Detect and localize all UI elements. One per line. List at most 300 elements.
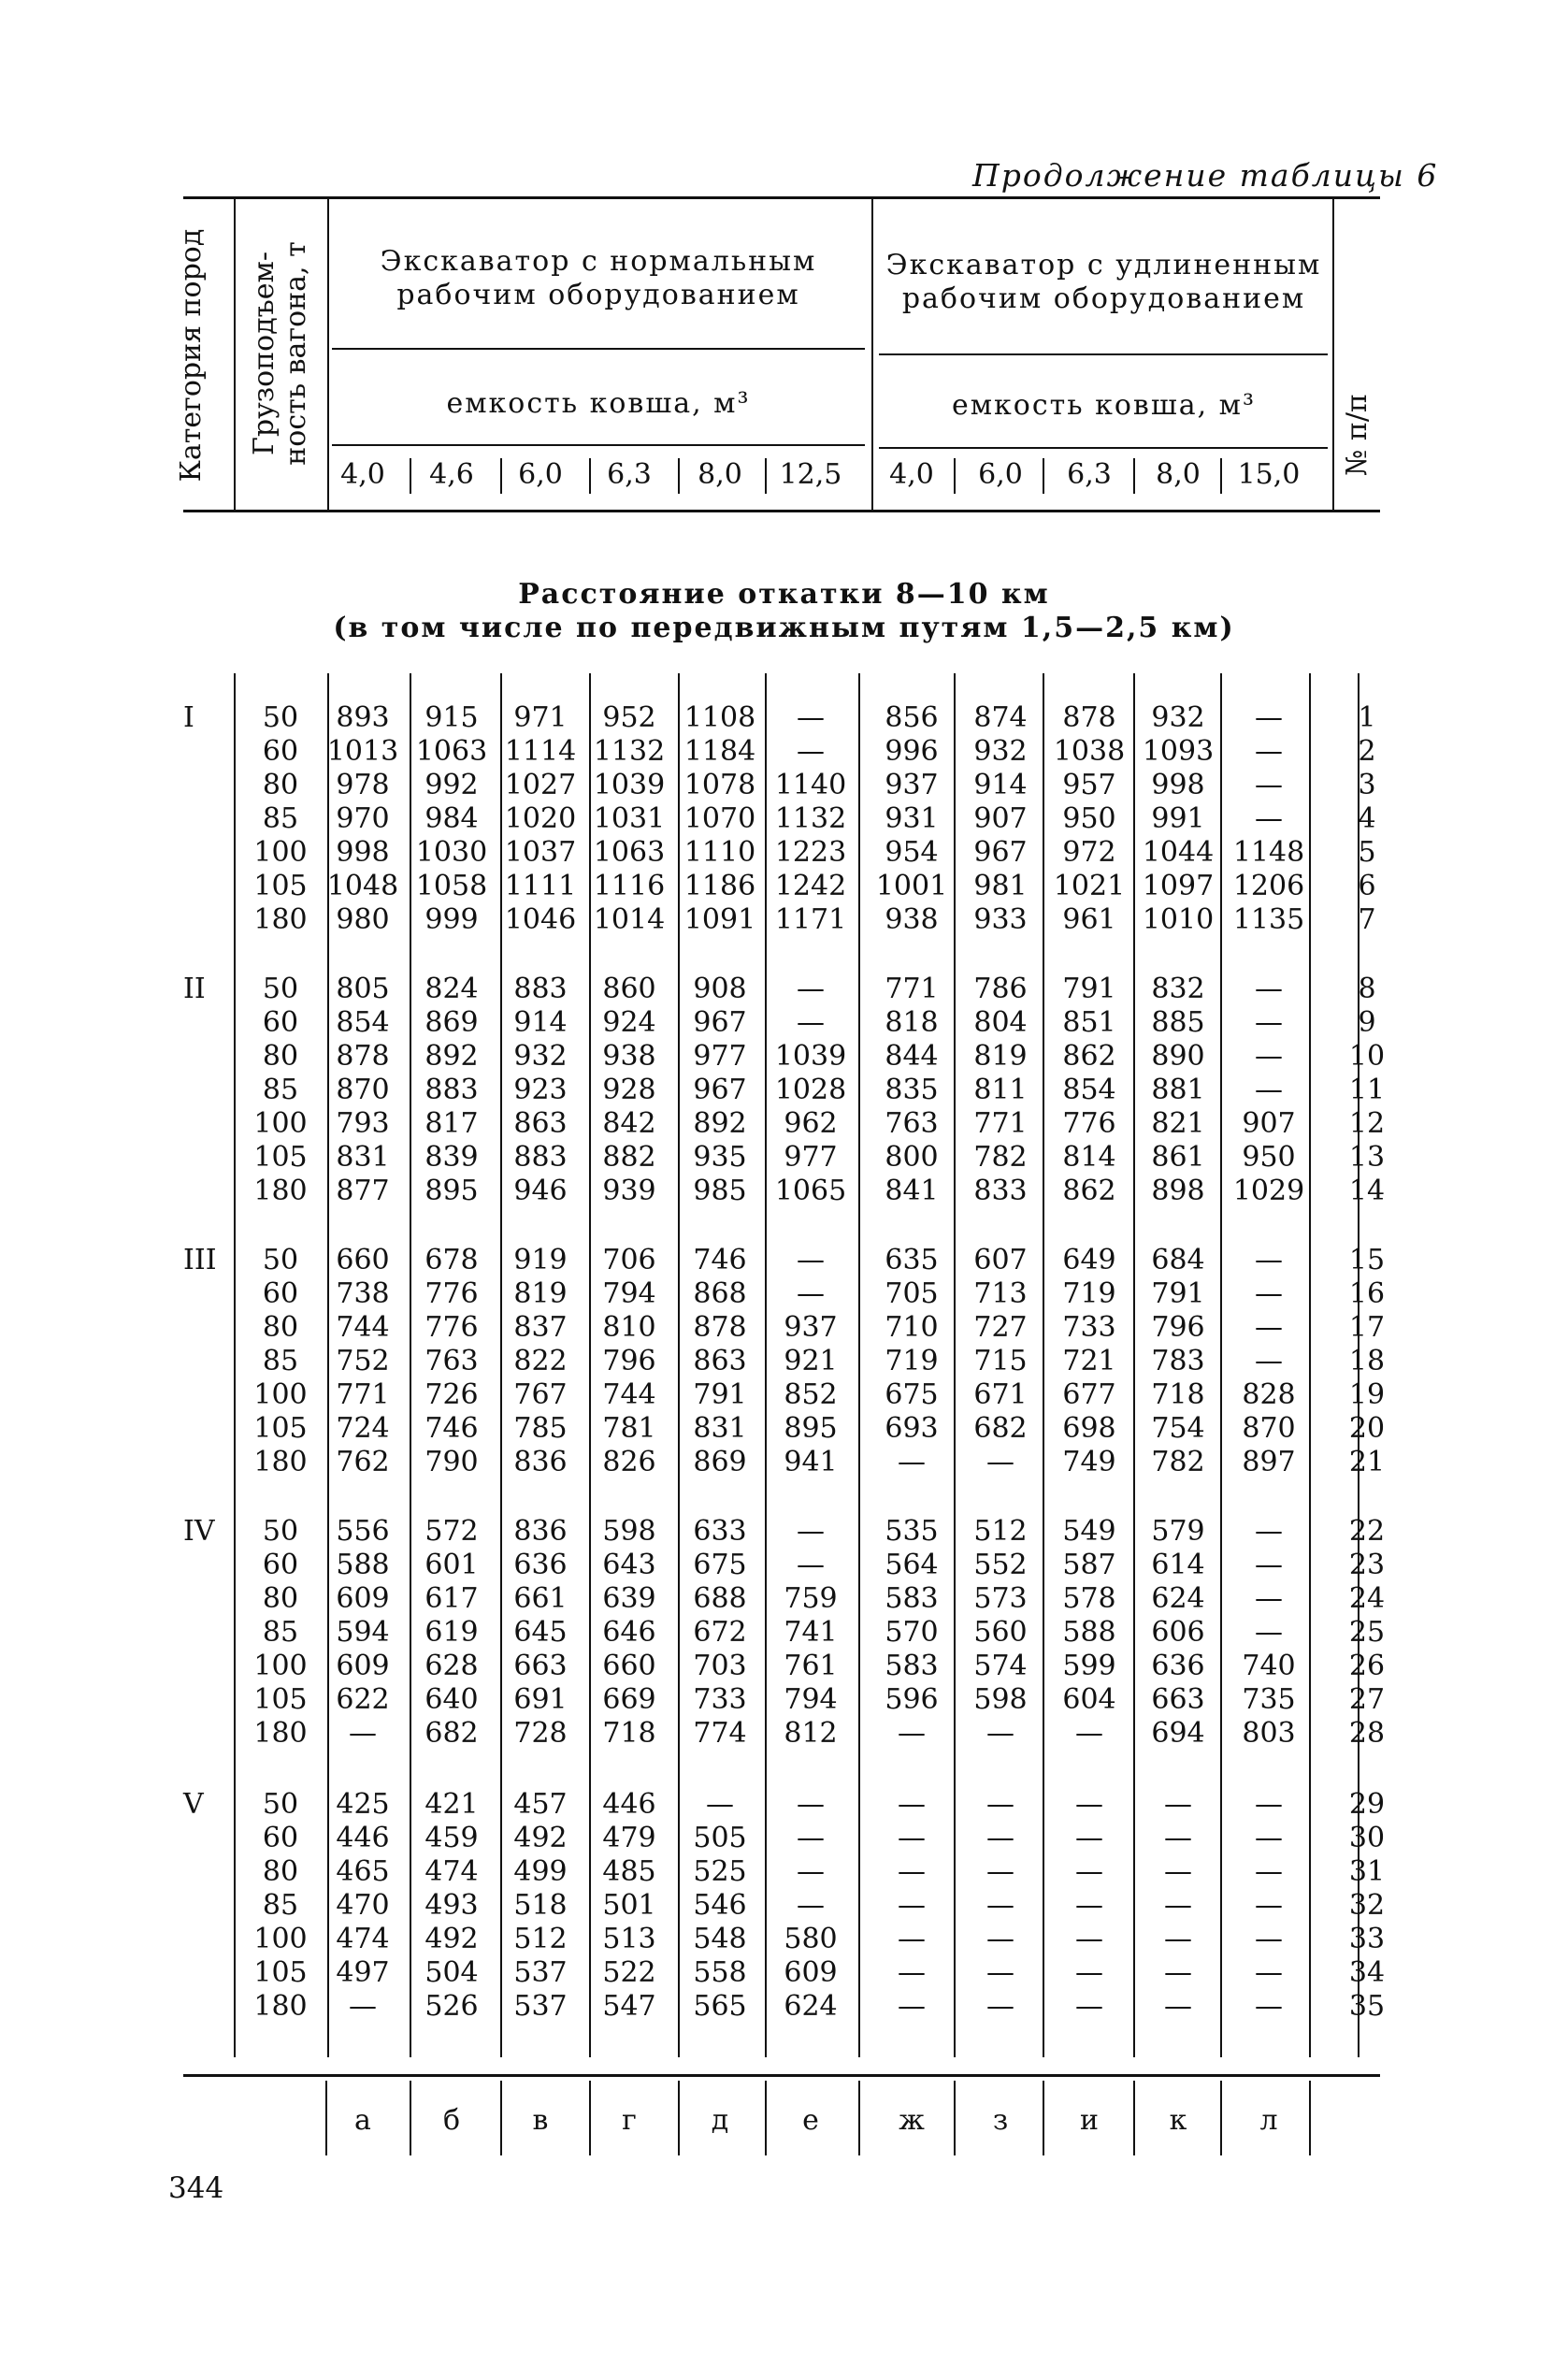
table-cell: 579 bbox=[1151, 1515, 1205, 1548]
table-cell: 939 bbox=[602, 1175, 656, 1207]
row-number: 18 bbox=[1348, 1345, 1386, 1377]
table-cell: 980 bbox=[336, 903, 390, 936]
table-cell: 726 bbox=[424, 1378, 479, 1411]
table-cell: 791 bbox=[1151, 1277, 1205, 1310]
table-cell: 919 bbox=[513, 1244, 568, 1276]
table-cell: 771 bbox=[885, 973, 939, 1005]
wagon-capacity: 105 bbox=[253, 1956, 308, 1989]
table-cell: — bbox=[1075, 1822, 1103, 1854]
wagon-capacity: 60 bbox=[262, 735, 299, 768]
table-cell: — bbox=[797, 1006, 825, 1039]
volume-header: 6,3 bbox=[1067, 458, 1112, 491]
table-cell: — bbox=[1164, 1990, 1192, 2023]
wagon-capacity: 50 bbox=[262, 1788, 299, 1821]
table-cell: — bbox=[797, 1277, 825, 1310]
table-cell: 794 bbox=[602, 1277, 656, 1310]
table-cell: 937 bbox=[885, 769, 939, 801]
bucket-capacity-header: емкость ковша, м³ bbox=[951, 389, 1257, 422]
column-rule bbox=[678, 673, 680, 2057]
table-cell: 599 bbox=[1062, 1650, 1116, 1682]
column-rule bbox=[1043, 673, 1044, 2057]
table-cell: 588 bbox=[1062, 1616, 1116, 1649]
table-cell: 790 bbox=[424, 1446, 479, 1478]
table-cell: 793 bbox=[336, 1107, 390, 1140]
table-cell: 852 bbox=[784, 1378, 838, 1411]
table-cell: 598 bbox=[973, 1683, 1028, 1716]
table-cell: — bbox=[898, 1855, 926, 1888]
header-rule bbox=[332, 444, 865, 446]
row-number: 14 bbox=[1348, 1175, 1386, 1207]
table-cell: 573 bbox=[973, 1582, 1028, 1615]
group-header-normal: Экскаватор с нормальным рабочим оборудованием bbox=[380, 245, 817, 311]
table-cell: 744 bbox=[602, 1378, 656, 1411]
table-cell: 895 bbox=[784, 1412, 838, 1445]
volume-divider bbox=[1043, 458, 1044, 494]
row-number: 22 bbox=[1348, 1515, 1386, 1548]
table-cell: 791 bbox=[693, 1378, 747, 1411]
wagon-capacity: 50 bbox=[262, 1515, 299, 1548]
table-cell: 1001 bbox=[875, 870, 948, 902]
table-cell: 1037 bbox=[504, 836, 577, 869]
table-cell: — bbox=[1255, 1582, 1283, 1615]
row-number: 5 bbox=[1358, 836, 1376, 869]
table-cell: — bbox=[1255, 1345, 1283, 1377]
table-cell: 977 bbox=[784, 1141, 838, 1174]
table-cell: 546 bbox=[693, 1889, 747, 1922]
row-number: 3 bbox=[1358, 769, 1376, 801]
footer-divider bbox=[589, 2081, 591, 2155]
table-cell: 890 bbox=[1151, 1040, 1205, 1073]
table-cell: 1029 bbox=[1232, 1175, 1305, 1207]
table-cell: 885 bbox=[1151, 1006, 1205, 1039]
table-cell: 1108 bbox=[683, 701, 756, 734]
row-number: 17 bbox=[1348, 1311, 1386, 1344]
table-cell: 1242 bbox=[774, 870, 847, 902]
table-cell: 669 bbox=[602, 1683, 656, 1716]
table-cell: 727 bbox=[973, 1311, 1028, 1344]
table-cell: — bbox=[1255, 1990, 1283, 2023]
table-cell: — bbox=[1255, 973, 1283, 1005]
table-cell: — bbox=[797, 1549, 825, 1581]
table-cell: 826 bbox=[602, 1446, 656, 1478]
table-cell: 580 bbox=[784, 1923, 838, 1955]
table-cell: — bbox=[986, 1717, 1014, 1750]
table-cell: — bbox=[1075, 1855, 1103, 1888]
table-cell: 1111 bbox=[504, 870, 577, 902]
table-cell: 504 bbox=[424, 1956, 479, 1989]
table-cell: 633 bbox=[693, 1515, 747, 1548]
wagon-capacity: 105 bbox=[253, 1683, 308, 1716]
table-cell: 703 bbox=[693, 1650, 747, 1682]
table-cell: 862 bbox=[1062, 1040, 1116, 1073]
table-cell: 1039 bbox=[774, 1040, 847, 1073]
table-cell: 525 bbox=[693, 1855, 747, 1888]
table-cell: 1135 bbox=[1232, 903, 1305, 936]
row-number: 21 bbox=[1348, 1446, 1386, 1478]
table-cell: 535 bbox=[885, 1515, 939, 1548]
table-cell: — bbox=[1255, 1515, 1283, 1548]
table-cell: — bbox=[1164, 1923, 1192, 1955]
column-rule bbox=[765, 673, 767, 2057]
table-cell: 583 bbox=[885, 1650, 939, 1682]
table-cell: 832 bbox=[1151, 973, 1205, 1005]
table-cell: — bbox=[1075, 1788, 1103, 1821]
table-cell: — bbox=[1255, 802, 1283, 835]
row-number: 11 bbox=[1348, 1074, 1386, 1106]
volume-header: 15,0 bbox=[1237, 458, 1301, 491]
category-header: Категория пород bbox=[175, 228, 208, 483]
row-number: 15 bbox=[1348, 1244, 1386, 1276]
table-cell: 812 bbox=[784, 1717, 838, 1750]
table-cell: 878 bbox=[693, 1311, 747, 1344]
table-cell: 754 bbox=[1151, 1412, 1205, 1445]
table-cell: — bbox=[1075, 1956, 1103, 1989]
footer-divider bbox=[858, 2081, 860, 2155]
table-cell: 457 bbox=[513, 1788, 568, 1821]
table-cell: 1186 bbox=[683, 870, 756, 902]
table-cell: — bbox=[898, 1990, 926, 2023]
volume-divider bbox=[410, 458, 411, 494]
table-cell: — bbox=[1255, 1006, 1283, 1039]
table-cell: 609 bbox=[336, 1582, 390, 1615]
table-cell: 735 bbox=[1242, 1683, 1296, 1716]
row-number: 35 bbox=[1348, 1990, 1386, 2023]
table-cell: 841 bbox=[885, 1175, 939, 1207]
table-cell: — bbox=[1255, 1277, 1283, 1310]
table-cell: 804 bbox=[973, 1006, 1028, 1039]
section-title: Расстояние откатки 8—10 км bbox=[518, 578, 1050, 611]
column-rule bbox=[954, 673, 956, 2057]
table-cell: 639 bbox=[602, 1582, 656, 1615]
table-cell: 588 bbox=[336, 1549, 390, 1581]
table-cell: 661 bbox=[513, 1582, 568, 1615]
table-caption: Продолжение таблицы 6 bbox=[972, 157, 1439, 194]
table-cell: 981 bbox=[973, 870, 1028, 902]
table-cell: 1030 bbox=[415, 836, 488, 869]
table-cell: 1065 bbox=[774, 1175, 847, 1207]
table-cell: 609 bbox=[336, 1650, 390, 1682]
table-cell: 844 bbox=[885, 1040, 939, 1073]
wagon-capacity: 85 bbox=[262, 802, 299, 835]
table-cell: — bbox=[986, 1889, 1014, 1922]
table-cell: 869 bbox=[693, 1446, 747, 1478]
table-cell: 861 bbox=[1151, 1141, 1205, 1174]
table-cell: 1091 bbox=[683, 903, 756, 936]
volume-divider bbox=[678, 458, 680, 494]
table-cell: — bbox=[1075, 1717, 1103, 1750]
table-cell: 1020 bbox=[504, 802, 577, 835]
table-cell: 763 bbox=[424, 1345, 479, 1377]
table-cell: 1148 bbox=[1232, 836, 1305, 869]
table-cell: 774 bbox=[693, 1717, 747, 1750]
header-divider bbox=[234, 196, 236, 512]
table-cell: 749 bbox=[1062, 1446, 1116, 1478]
table-cell: — bbox=[1255, 1855, 1283, 1888]
table-cell: — bbox=[1075, 1923, 1103, 1955]
header-rule bbox=[332, 348, 865, 350]
table-cell: 819 bbox=[973, 1040, 1028, 1073]
table-cell: 818 bbox=[885, 1006, 939, 1039]
table-cell: — bbox=[797, 1822, 825, 1854]
wagon-capacity: 80 bbox=[262, 1311, 299, 1344]
wagon-capacity: 100 bbox=[253, 836, 308, 869]
table-cell: 1063 bbox=[415, 735, 488, 768]
table-cell: 1058 bbox=[415, 870, 488, 902]
table-cell: 522 bbox=[602, 1956, 656, 1989]
table-cell: — bbox=[1255, 1549, 1283, 1581]
table-cell: — bbox=[898, 1788, 926, 1821]
row-number: 16 bbox=[1348, 1277, 1386, 1310]
column-rule bbox=[1220, 673, 1222, 2057]
footer-divider bbox=[678, 2081, 680, 2155]
table-cell: 492 bbox=[424, 1923, 479, 1955]
table-cell: 862 bbox=[1062, 1175, 1116, 1207]
rock-category: V bbox=[183, 1788, 204, 1821]
table-cell: 549 bbox=[1062, 1515, 1116, 1548]
table-cell: 803 bbox=[1242, 1717, 1296, 1750]
table-cell: — bbox=[898, 1923, 926, 1955]
table-cell: 663 bbox=[513, 1650, 568, 1682]
column-rule bbox=[234, 673, 236, 2057]
header-rule bbox=[879, 447, 1328, 449]
table-cell: 762 bbox=[336, 1446, 390, 1478]
table-cell: 860 bbox=[602, 973, 656, 1005]
table-cell: 1110 bbox=[683, 836, 756, 869]
volume-divider bbox=[589, 458, 591, 494]
table-cell: 724 bbox=[336, 1412, 390, 1445]
table-cell: 518 bbox=[513, 1889, 568, 1922]
footer-divider bbox=[954, 2081, 956, 2155]
table-cell: 895 bbox=[424, 1175, 479, 1207]
row-number: 6 bbox=[1358, 870, 1376, 902]
table-cell: 786 bbox=[973, 973, 1028, 1005]
table-cell: 596 bbox=[885, 1683, 939, 1716]
wagon-capacity: 60 bbox=[262, 1822, 299, 1854]
table-cell: 892 bbox=[693, 1107, 747, 1140]
table-cell: 574 bbox=[973, 1650, 1028, 1682]
table-cell: 836 bbox=[513, 1446, 568, 1478]
table-cell: — bbox=[898, 1822, 926, 1854]
table-cell: 663 bbox=[1151, 1683, 1205, 1716]
table-cell: 677 bbox=[1062, 1378, 1116, 1411]
table-cell: 791 bbox=[1062, 973, 1116, 1005]
table-cell: 721 bbox=[1062, 1345, 1116, 1377]
table-cell: 678 bbox=[424, 1244, 479, 1276]
footer-divider bbox=[1309, 2081, 1311, 2155]
table-cell: 1010 bbox=[1142, 903, 1215, 936]
table-cell: 854 bbox=[1062, 1074, 1116, 1106]
table-cell: — bbox=[898, 1446, 926, 1478]
table-cell: 738 bbox=[336, 1277, 390, 1310]
table-cell: 470 bbox=[336, 1889, 390, 1922]
table-cell: — bbox=[1255, 1889, 1283, 1922]
table-cell: 682 bbox=[973, 1412, 1028, 1445]
table-cell: 497 bbox=[336, 1956, 390, 1989]
table-cell: 831 bbox=[336, 1141, 390, 1174]
wagon-capacity: 60 bbox=[262, 1006, 299, 1039]
table-cell: 614 bbox=[1151, 1549, 1205, 1581]
volume-header: 8,0 bbox=[698, 458, 742, 491]
header-top-rule bbox=[183, 196, 1380, 199]
column-letter: б bbox=[442, 2104, 461, 2137]
table-cell: — bbox=[797, 735, 825, 768]
table-cell: 499 bbox=[513, 1855, 568, 1888]
footer-rule bbox=[183, 2074, 1380, 2077]
table-cell: 672 bbox=[693, 1616, 747, 1649]
table-cell: 878 bbox=[1062, 701, 1116, 734]
table-cell: 594 bbox=[336, 1616, 390, 1649]
table-cell: 805 bbox=[336, 973, 390, 1005]
table-cell: 1021 bbox=[1053, 870, 1126, 902]
table-cell: 485 bbox=[602, 1855, 656, 1888]
table-cell: 782 bbox=[973, 1141, 1028, 1174]
table-cell: 907 bbox=[1242, 1107, 1296, 1140]
table-cell: — bbox=[797, 1788, 825, 1821]
volume-divider bbox=[1133, 458, 1135, 494]
table-cell: 950 bbox=[1062, 802, 1116, 835]
table-cell: 446 bbox=[602, 1788, 656, 1821]
table-cell: — bbox=[986, 1990, 1014, 2023]
table-cell: 892 bbox=[424, 1040, 479, 1073]
table-cell: 1097 bbox=[1142, 870, 1215, 902]
table-cell: 1132 bbox=[774, 802, 847, 835]
table-cell: 938 bbox=[602, 1040, 656, 1073]
row-number: 30 bbox=[1348, 1822, 1386, 1854]
rock-category: IV bbox=[183, 1515, 215, 1548]
table-cell: 783 bbox=[1151, 1345, 1205, 1377]
row-number: 33 bbox=[1348, 1923, 1386, 1955]
table-cell: 1031 bbox=[593, 802, 666, 835]
row-number: 25 bbox=[1348, 1616, 1386, 1649]
table-cell: 882 bbox=[602, 1141, 656, 1174]
table-cell: 1027 bbox=[504, 769, 577, 801]
table-cell: 921 bbox=[784, 1345, 838, 1377]
volume-header: 8,0 bbox=[1156, 458, 1201, 491]
table-cell: 649 bbox=[1062, 1244, 1116, 1276]
table-cell: 851 bbox=[1062, 1006, 1116, 1039]
table-cell: 583 bbox=[885, 1582, 939, 1615]
table-cell: — bbox=[349, 1717, 377, 1750]
table-cell: 741 bbox=[784, 1616, 838, 1649]
column-letter: д bbox=[711, 2104, 729, 2137]
column-rule bbox=[1133, 673, 1135, 2057]
table-cell: — bbox=[797, 701, 825, 734]
volume-header: 6,0 bbox=[518, 458, 563, 491]
table-cell: 833 bbox=[973, 1175, 1028, 1207]
table-cell: 465 bbox=[336, 1855, 390, 1888]
row-number: 28 bbox=[1348, 1717, 1386, 1750]
table-cell: 950 bbox=[1242, 1141, 1296, 1174]
table-cell: 446 bbox=[336, 1822, 390, 1854]
table-cell: 822 bbox=[513, 1345, 568, 1377]
volume-header: 6,3 bbox=[607, 458, 652, 491]
table-cell: 556 bbox=[336, 1515, 390, 1548]
table-cell: 771 bbox=[336, 1378, 390, 1411]
table-cell: 744 bbox=[336, 1311, 390, 1344]
table-cell: 836 bbox=[513, 1515, 568, 1548]
table-cell: 877 bbox=[336, 1175, 390, 1207]
table-cell: 601 bbox=[424, 1549, 479, 1581]
table-cell: — bbox=[986, 1788, 1014, 1821]
table-cell: 992 bbox=[424, 769, 479, 801]
table-cell: 819 bbox=[513, 1277, 568, 1310]
page-number: 344 bbox=[168, 2171, 224, 2205]
table-cell: 505 bbox=[693, 1822, 747, 1854]
table-cell: 837 bbox=[513, 1311, 568, 1344]
footer-divider bbox=[765, 2081, 767, 2155]
table-cell: 606 bbox=[1151, 1616, 1205, 1649]
table-cell: 1171 bbox=[774, 903, 847, 936]
table-cell: 715 bbox=[973, 1345, 1028, 1377]
table-cell: 1078 bbox=[683, 769, 756, 801]
table-cell: 759 bbox=[784, 1582, 838, 1615]
wagon-capacity: 105 bbox=[253, 1141, 308, 1174]
table-cell: 915 bbox=[424, 701, 479, 734]
volume-divider bbox=[500, 458, 502, 494]
table-cell: 883 bbox=[513, 1141, 568, 1174]
table-cell: 1044 bbox=[1142, 836, 1215, 869]
table-cell: 570 bbox=[885, 1616, 939, 1649]
table-cell: — bbox=[1164, 1822, 1192, 1854]
footer-divider bbox=[325, 2081, 327, 2155]
wagon-capacity: 100 bbox=[253, 1107, 308, 1140]
table-cell: 493 bbox=[424, 1889, 479, 1922]
table-cell: 767 bbox=[513, 1378, 568, 1411]
table-cell: — bbox=[1075, 1889, 1103, 1922]
rock-category: III bbox=[183, 1244, 217, 1276]
rock-category: I bbox=[183, 701, 194, 734]
table-cell: 1206 bbox=[1232, 870, 1305, 902]
wagon-capacity: 85 bbox=[262, 1616, 299, 1649]
table-cell: — bbox=[1164, 1956, 1192, 1989]
table-cell: 883 bbox=[513, 973, 568, 1005]
table-cell: 513 bbox=[602, 1923, 656, 1955]
table-cell: 705 bbox=[885, 1277, 939, 1310]
volume-header: 4,0 bbox=[889, 458, 934, 491]
table-cell: 967 bbox=[693, 1006, 747, 1039]
row-number: 7 bbox=[1358, 903, 1376, 936]
table-cell: 537 bbox=[513, 1956, 568, 1989]
column-letter: к bbox=[1169, 2104, 1187, 2137]
table-cell: 854 bbox=[336, 1006, 390, 1039]
table-cell: 643 bbox=[602, 1549, 656, 1581]
wagon-capacity: 180 bbox=[253, 1990, 308, 2023]
table-cell: 828 bbox=[1242, 1378, 1296, 1411]
table-cell: — bbox=[1075, 1990, 1103, 2023]
table-cell: 604 bbox=[1062, 1683, 1116, 1716]
table-cell: 842 bbox=[602, 1107, 656, 1140]
table-cell: 718 bbox=[602, 1717, 656, 1750]
column-letter: а bbox=[354, 2104, 371, 2137]
column-letter: г bbox=[622, 2104, 637, 2137]
table-cell: 796 bbox=[602, 1345, 656, 1377]
table-cell: 682 bbox=[424, 1717, 479, 1750]
table-cell: 781 bbox=[602, 1412, 656, 1445]
table-cell: — bbox=[898, 1956, 926, 1989]
section-subtitle: (в том числе по передвижным путям 1,5—2,5 км) bbox=[333, 612, 1235, 644]
table-cell: 932 bbox=[973, 735, 1028, 768]
table-cell: — bbox=[1164, 1889, 1192, 1922]
table-cell: — bbox=[1255, 1956, 1283, 1989]
wagon-capacity: 85 bbox=[262, 1074, 299, 1106]
wagon-capacity: 80 bbox=[262, 1040, 299, 1073]
table-cell: 474 bbox=[336, 1923, 390, 1955]
table-cell: 728 bbox=[513, 1717, 568, 1750]
table-cell: 693 bbox=[885, 1412, 939, 1445]
table-cell: 675 bbox=[693, 1549, 747, 1581]
wagon-capacity: 50 bbox=[262, 973, 299, 1005]
table-cell: 1132 bbox=[593, 735, 666, 768]
